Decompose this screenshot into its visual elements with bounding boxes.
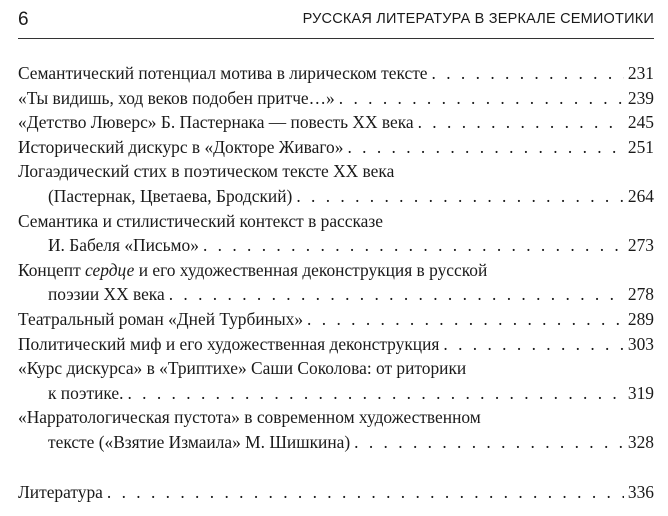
- dot-leader: [127, 381, 623, 406]
- running-title: РУССКАЯ ЛИТЕРАТУРА В ЗЕРКАЛЕ СЕМИОТИКИ: [302, 11, 654, 27]
- toc-entry-title-line: «Нарратологическая пустота» в современном художественном: [18, 407, 481, 428]
- toc-entry[interactable]: [18, 307, 654, 332]
- dot-leader: [443, 332, 624, 357]
- toc-entry-title: поэзии XX века: [48, 284, 165, 305]
- toc-entry-page: 245: [627, 112, 654, 133]
- toc-entry-title: Семантический потенциал мотива в лирическом тексте: [18, 63, 428, 83]
- dot-leader: [432, 61, 624, 86]
- toc-entry-title-line: «Курс дискурса» в «Триптихе» Саши Соколова: от риторики: [18, 358, 467, 379]
- toc-entry[interactable]: [18, 135, 654, 160]
- toc-entry-title-line: Семантика и стилистический контекст в рассказе: [18, 210, 383, 231]
- toc-entry-title: Театральный роман «Дней Турбиных»: [18, 308, 304, 329]
- dot-leader: [347, 135, 623, 160]
- toc-entry-title: (Пастернак, Цветаева, Бродский): [48, 185, 293, 206]
- toc-entry-title: к поэтике.: [48, 382, 124, 403]
- dot-leader: [107, 480, 624, 505]
- toc-entry-page: 289: [627, 308, 654, 329]
- toc-entry-page: 251: [627, 136, 654, 157]
- toc-entry[interactable]: [18, 61, 654, 86]
- toc-entry-title-line: Концепт сердце и его художественная деконструкция в русской: [18, 259, 488, 280]
- toc-entry[interactable]: [18, 405, 654, 454]
- toc-entry[interactable]: [18, 209, 654, 258]
- italic-term: сердце: [85, 259, 135, 280]
- toc-entry-page: 264: [627, 185, 654, 206]
- toc-entry-page: 303: [627, 333, 654, 354]
- dot-leader: [354, 430, 624, 455]
- toc-entry[interactable]: [18, 258, 654, 307]
- toc-entry-page: 231: [627, 63, 654, 83]
- toc-entry[interactable]: [18, 110, 654, 135]
- toc-entry-title: тексте («Взятие Измаила» М. Шишкина): [48, 431, 351, 452]
- toc-entry-title: «Ты видишь, ход веков подобен притче…»: [18, 87, 335, 108]
- toc-entry-title: «Детство Люверс» Б. Пастернака — повесть XX века: [18, 112, 414, 133]
- toc-entry[interactable]: [18, 86, 654, 111]
- toc-entry-page: 278: [627, 284, 654, 305]
- toc-entry-title: Политический миф и его художественная деконструкция: [18, 333, 440, 354]
- dot-leader: [307, 307, 624, 332]
- toc-entry-title: Исторический дискурс в «Докторе Живаго»: [18, 136, 344, 157]
- toc-entry-title: Литература: [18, 481, 103, 502]
- section-gap: [18, 455, 654, 480]
- table-of-contents: [18, 61, 654, 504]
- toc-entry[interactable]: [18, 159, 654, 208]
- toc-entry-page: 319: [627, 382, 654, 403]
- toc-entry-page: 336: [627, 481, 654, 502]
- page-number: 6: [18, 9, 29, 30]
- toc-entry[interactable]: [18, 332, 654, 357]
- dot-leader: [339, 86, 624, 111]
- toc-entry-title: И. Бабеля «Письмо»: [48, 235, 199, 256]
- running-header: [18, 0, 654, 39]
- toc-entry-page: 239: [627, 87, 654, 108]
- toc-entry[interactable]: [18, 356, 654, 405]
- dot-leader: [418, 110, 624, 135]
- dot-leader: [296, 184, 624, 209]
- toc-entry-literature[interactable]: [18, 480, 654, 505]
- toc-entry-page: 328: [627, 431, 654, 452]
- toc-entry-page: 273: [627, 235, 654, 256]
- toc-entry-title-line: Логаэдический стих в поэтическом тексте XX века: [18, 161, 395, 182]
- dot-leader: [169, 282, 624, 307]
- dot-leader: [203, 233, 624, 258]
